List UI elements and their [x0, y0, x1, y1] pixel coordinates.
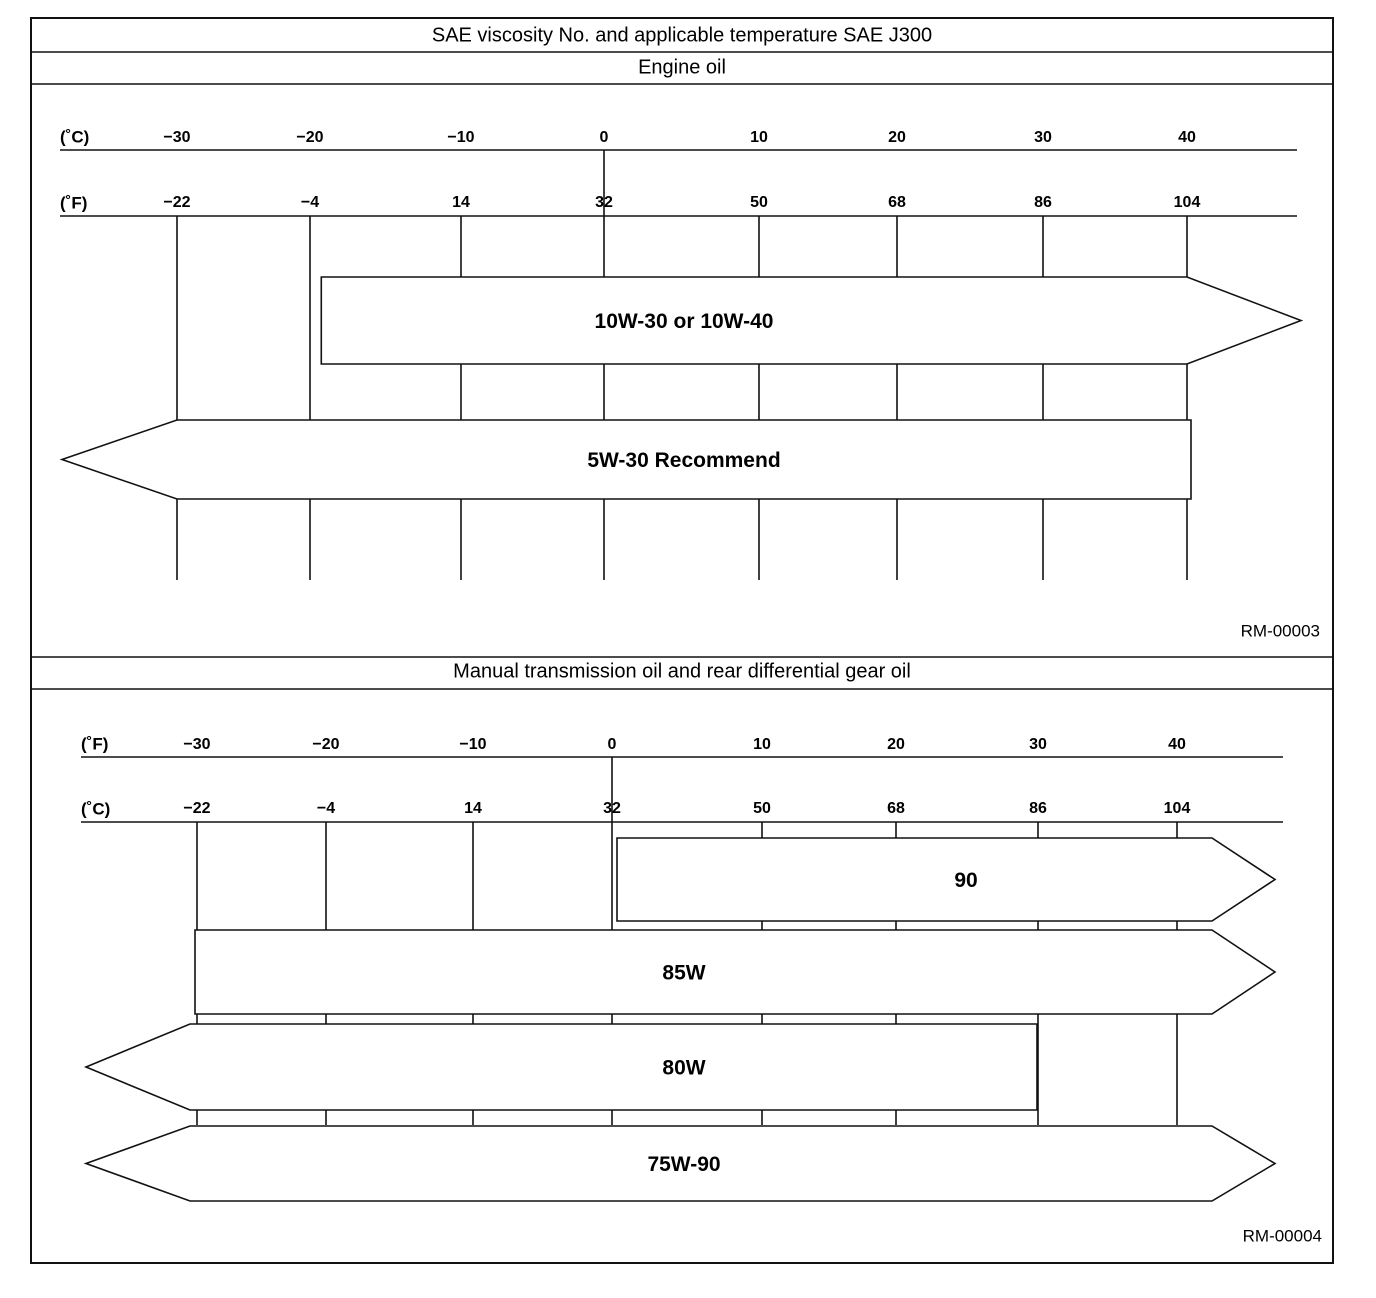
- engine-upper-tick-label: 40: [1178, 129, 1196, 147]
- gear-upper-tick-label: 10: [753, 736, 771, 754]
- gear-band-label: 90: [954, 869, 978, 893]
- gear-lower-tick-label: 104: [1163, 800, 1191, 818]
- engine-lower-tick-label: 104: [1173, 194, 1201, 212]
- engine-upper-tick-label: 30: [1034, 129, 1052, 147]
- engine-band-label: 10W-30 or 10W-40: [594, 310, 774, 334]
- chart-title: SAE viscosity No. and applicable temperature SAE J300: [431, 24, 933, 47]
- gear-upper-tick-label: 40: [1168, 736, 1186, 754]
- engine-band-label: 5W-30 Recommend: [587, 449, 781, 473]
- engine-upper-tick-label: −30: [163, 129, 191, 147]
- gear-lower-unit: (˚C): [81, 799, 111, 819]
- engine-lower-tick-label: −22: [163, 194, 191, 212]
- engine-upper-tick-label: 20: [888, 129, 906, 147]
- engine-lower-tick-label: −4: [300, 194, 320, 212]
- gear-upper-tick-label: 0: [607, 736, 617, 754]
- engine-lower-tick-label: 32: [595, 194, 613, 212]
- engine-upper-tick-label: −20: [296, 129, 324, 147]
- gear-band-label: 80W: [662, 1056, 706, 1080]
- gear-band-1: [617, 838, 1275, 921]
- gear-upper-tick-label: −10: [459, 736, 487, 754]
- engine-bands: [62, 277, 1301, 499]
- gear-lower-tick-label: 14: [464, 800, 482, 818]
- engine-ref-code: RM-00003: [1240, 621, 1320, 641]
- gear-band-3: [86, 1024, 1037, 1110]
- engine-lower-unit: (˚F): [60, 193, 88, 213]
- gear-ref-code: RM-00004: [1242, 1226, 1322, 1246]
- engine-lower-tick-label: 86: [1034, 194, 1052, 212]
- engine-lower-tick-label: 68: [888, 194, 906, 212]
- gear-upper-unit: (˚F): [81, 734, 109, 754]
- gear-band-2: [195, 930, 1275, 1014]
- engine-upper-tick-label: 10: [750, 129, 768, 147]
- gear-band-label: 85W: [662, 961, 706, 985]
- gear-upper-tick-label: −20: [312, 736, 340, 754]
- engine-upper-tick-label: −10: [447, 129, 475, 147]
- gear-upper-tick-label: 20: [887, 736, 905, 754]
- gear-lower-tick-label: 86: [1029, 800, 1047, 818]
- engine-band-1: [321, 277, 1301, 364]
- engine-upper-unit: (˚C): [60, 127, 90, 147]
- gear-section-title: Manual transmission oil and rear differential gear oil: [453, 660, 911, 683]
- gear-lower-tick-label: 32: [603, 800, 621, 818]
- engine-lower-tick-label: 14: [452, 194, 470, 212]
- gear-lower-tick-label: −4: [316, 800, 336, 818]
- engine-lower-tick-label: 50: [750, 194, 768, 212]
- gear-bands: [86, 838, 1275, 1201]
- gear-upper-tick-label: 30: [1029, 736, 1047, 754]
- engine-section-title: Engine oil: [638, 56, 726, 79]
- gear-lower-tick-label: 68: [887, 800, 905, 818]
- gear-lower-tick-label: 50: [753, 800, 771, 818]
- engine-upper-tick-label: 0: [599, 129, 609, 147]
- gear-upper-tick-label: −30: [183, 736, 211, 754]
- gear-lower-tick-label: −22: [183, 800, 211, 818]
- gear-band-label: 75W-90: [647, 1153, 721, 1177]
